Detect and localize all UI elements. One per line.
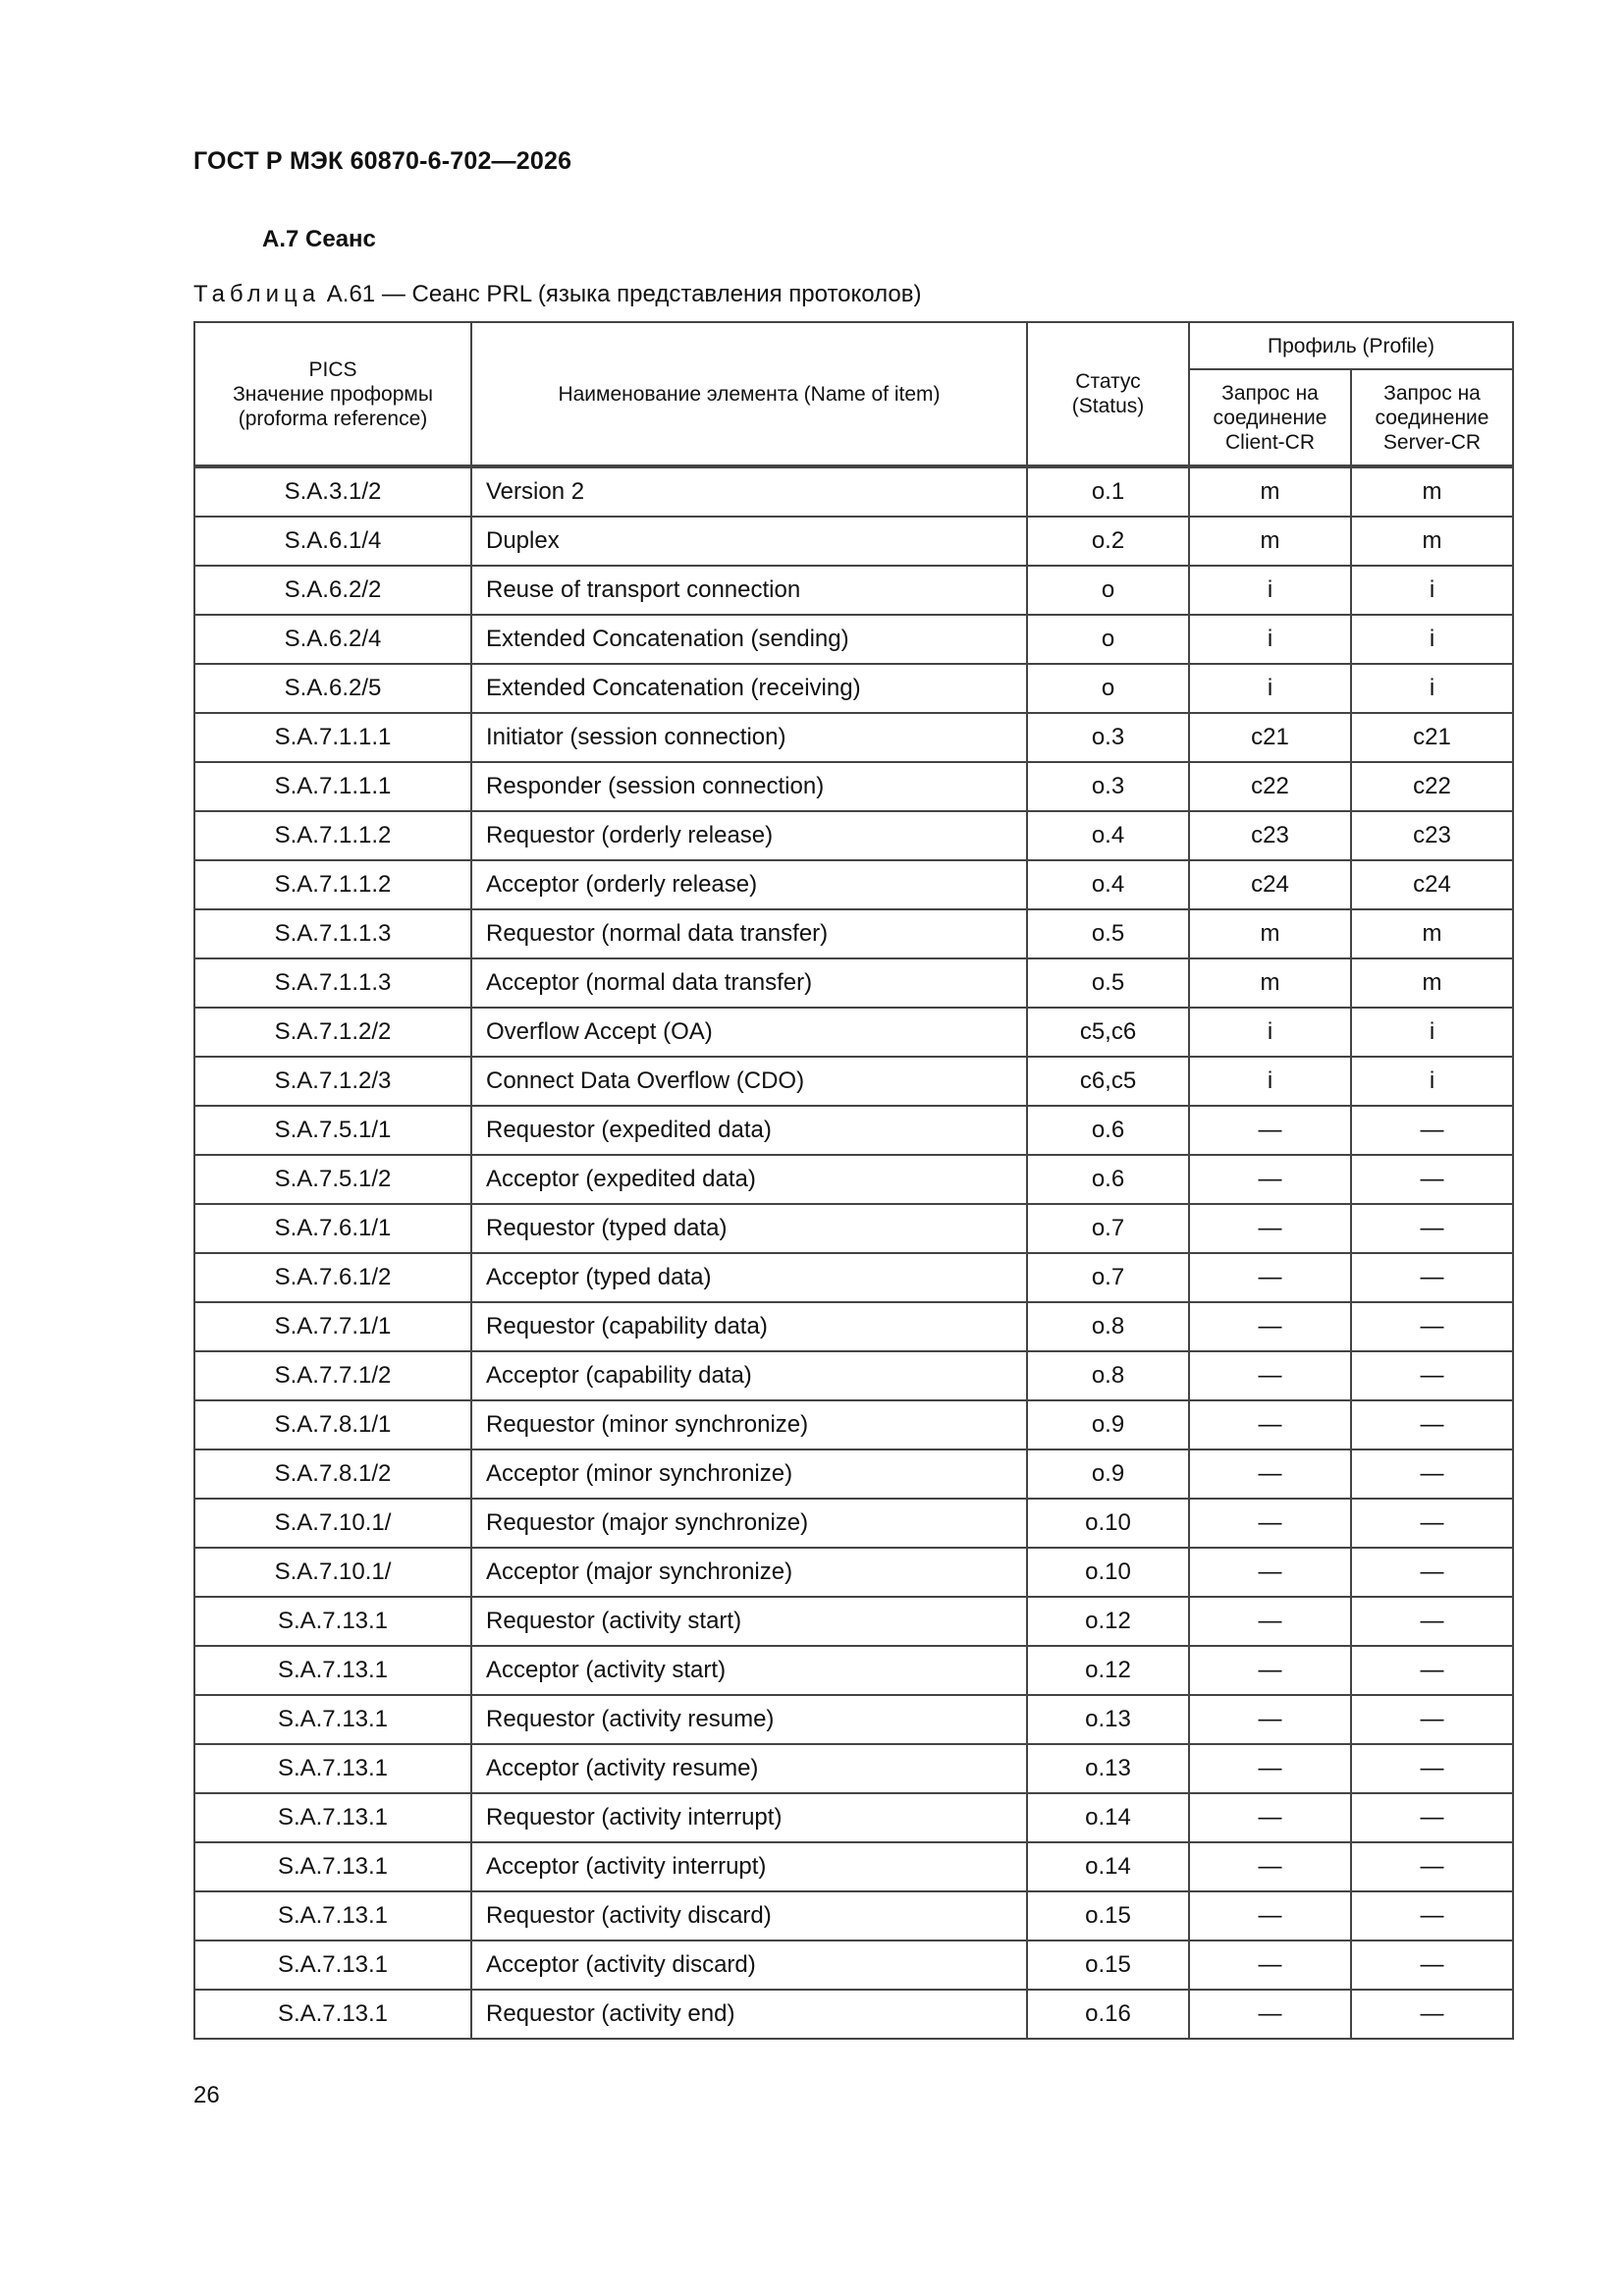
cell-server-cr: —: [1351, 1646, 1513, 1695]
cell-client-cr: c24: [1189, 860, 1351, 909]
table-row: [194, 467, 1513, 517]
cell-status: o.13: [1027, 1695, 1189, 1744]
cell-pics: S.A.7.13.1: [194, 1941, 471, 1990]
cell-status: o.6: [1027, 1106, 1189, 1155]
pics-table: [193, 321, 1514, 2040]
cell-client-cr: i: [1189, 664, 1351, 713]
cell-name: Extended Concatenation (receiving): [471, 664, 1027, 713]
cell-status: o.9: [1027, 1449, 1189, 1499]
table-row: [194, 1793, 1513, 1842]
cell-status: o: [1027, 615, 1189, 664]
cell-client-cr: —: [1189, 1891, 1351, 1941]
header-server-cr: Запрос на соединение Server-CR: [1351, 369, 1513, 465]
cell-pics: S.A.7.13.1: [194, 1793, 471, 1842]
cell-name: Duplex: [471, 517, 1027, 566]
cell-server-cr: —: [1351, 1253, 1513, 1302]
cell-server-cr: c22: [1351, 762, 1513, 811]
cell-client-cr: —: [1189, 1400, 1351, 1449]
cell-server-cr: i: [1351, 664, 1513, 713]
cell-client-cr: i: [1189, 566, 1351, 615]
cell-pics: S.A.7.1.2/3: [194, 1057, 471, 1106]
cell-name: Initiator (session connection): [471, 713, 1027, 762]
cell-server-cr: i: [1351, 566, 1513, 615]
cell-client-cr: —: [1189, 1499, 1351, 1548]
cell-client-cr: c21: [1189, 713, 1351, 762]
cell-name: Acceptor (minor synchronize): [471, 1449, 1027, 1499]
cell-client-cr: —: [1189, 1941, 1351, 1990]
cell-status: o.12: [1027, 1646, 1189, 1695]
cell-pics: S.A.7.1.1.2: [194, 860, 471, 909]
cell-name: Requestor (activity start): [471, 1597, 1027, 1646]
cell-server-cr: —: [1351, 1548, 1513, 1597]
cell-client-cr: i: [1189, 1057, 1351, 1106]
cell-server-cr: c24: [1351, 860, 1513, 909]
cell-name: Acceptor (expedited data): [471, 1155, 1027, 1204]
cell-server-cr: —: [1351, 1106, 1513, 1155]
cell-server-cr: —: [1351, 1941, 1513, 1990]
table-row: [194, 1302, 1513, 1351]
page-number: 26: [193, 2082, 220, 2108]
table-row: [194, 1008, 1513, 1057]
cell-server-cr: —: [1351, 1695, 1513, 1744]
header-pics: PICS Значение профоpмы (proforma reference): [194, 322, 471, 465]
cell-client-cr: —: [1189, 1793, 1351, 1842]
cell-name: Acceptor (activity start): [471, 1646, 1027, 1695]
table-row: [194, 1057, 1513, 1106]
cell-client-cr: i: [1189, 1008, 1351, 1057]
cell-pics: S.A.7.10.1/: [194, 1548, 471, 1597]
cell-server-cr: —: [1351, 1842, 1513, 1891]
table-row: [194, 1204, 1513, 1253]
table-row: [194, 1597, 1513, 1646]
cell-client-cr: —: [1189, 1990, 1351, 2039]
cell-name: Requestor (activity interrupt): [471, 1793, 1027, 1842]
cell-name: Requestor (typed data): [471, 1204, 1027, 1253]
cell-server-cr: —: [1351, 1597, 1513, 1646]
table-row: [194, 1646, 1513, 1695]
cell-client-cr: —: [1189, 1106, 1351, 1155]
cell-pics: S.A.7.7.1/1: [194, 1302, 471, 1351]
cell-status: o.15: [1027, 1891, 1189, 1941]
cell-name: Overflow Accept (OA): [471, 1008, 1027, 1057]
cell-name: Acceptor (activity resume): [471, 1744, 1027, 1793]
cell-server-cr: c23: [1351, 811, 1513, 860]
cell-name: Version 2: [471, 467, 1027, 517]
cell-pics: S.A.7.8.1/1: [194, 1400, 471, 1449]
cell-status: o.7: [1027, 1253, 1189, 1302]
cell-server-cr: —: [1351, 1891, 1513, 1941]
cell-status: o.1: [1027, 467, 1189, 517]
table-row: [194, 958, 1513, 1008]
cell-server-cr: —: [1351, 1744, 1513, 1793]
cell-name: Acceptor (normal data transfer): [471, 958, 1027, 1008]
cell-client-cr: —: [1189, 1204, 1351, 1253]
cell-name: Requestor (activity end): [471, 1990, 1027, 2039]
cell-pics: S.A.7.13.1: [194, 1842, 471, 1891]
cell-status: o.4: [1027, 811, 1189, 860]
table-body: [194, 467, 1513, 2039]
cell-server-cr: i: [1351, 615, 1513, 664]
cell-server-cr: m: [1351, 909, 1513, 958]
cell-server-cr: —: [1351, 1400, 1513, 1449]
cell-status: o.9: [1027, 1400, 1189, 1449]
table-caption-label: Таблица: [193, 281, 321, 307]
cell-name: Requestor (normal data transfer): [471, 909, 1027, 958]
cell-pics: S.A.7.13.1: [194, 1990, 471, 2039]
cell-status: o.8: [1027, 1351, 1189, 1400]
cell-name: Requestor (capability data): [471, 1302, 1027, 1351]
cell-status: o.10: [1027, 1548, 1189, 1597]
table-row: [194, 566, 1513, 615]
cell-pics: S.A.7.5.1/1: [194, 1106, 471, 1155]
cell-status: o.10: [1027, 1499, 1189, 1548]
cell-pics: S.A.7.10.1/: [194, 1499, 471, 1548]
cell-name: Requestor (major synchronize): [471, 1499, 1027, 1548]
table-row: [194, 1351, 1513, 1400]
cell-name: Reuse of transport connection: [471, 566, 1027, 615]
cell-server-cr: —: [1351, 1302, 1513, 1351]
table-caption: [193, 281, 921, 308]
cell-server-cr: —: [1351, 1990, 1513, 2039]
cell-server-cr: i: [1351, 1057, 1513, 1106]
cell-client-cr: m: [1189, 958, 1351, 1008]
cell-status: o.12: [1027, 1597, 1189, 1646]
table-row: [194, 1155, 1513, 1204]
cell-status: o.5: [1027, 909, 1189, 958]
cell-client-cr: —: [1189, 1842, 1351, 1891]
cell-server-cr: c21: [1351, 713, 1513, 762]
cell-pics: S.A.7.1.1.2: [194, 811, 471, 860]
cell-name: Acceptor (major synchronize): [471, 1548, 1027, 1597]
cell-server-cr: —: [1351, 1499, 1513, 1548]
cell-pics: S.A.7.13.1: [194, 1744, 471, 1793]
cell-server-cr: i: [1351, 1008, 1513, 1057]
cell-name: Requestor (activity resume): [471, 1695, 1027, 1744]
cell-name: Requestor (expedited data): [471, 1106, 1027, 1155]
cell-name: Connect Data Overflow (CDO): [471, 1057, 1027, 1106]
cell-status: c5,c6: [1027, 1008, 1189, 1057]
header-status: Статус (Status): [1027, 322, 1189, 465]
cell-pics: S.A.6.2/2: [194, 566, 471, 615]
cell-server-cr: —: [1351, 1204, 1513, 1253]
cell-name: Requestor (minor synchronize): [471, 1400, 1027, 1449]
cell-pics: S.A.6.2/4: [194, 615, 471, 664]
cell-name: Acceptor (typed data): [471, 1253, 1027, 1302]
cell-client-cr: m: [1189, 517, 1351, 566]
cell-client-cr: —: [1189, 1155, 1351, 1204]
document-code-header: ГОСТ Р МЭК 60870-6-702—2026: [193, 147, 572, 175]
cell-status: o.6: [1027, 1155, 1189, 1204]
cell-name: Requestor (orderly release): [471, 811, 1027, 860]
cell-client-cr: —: [1189, 1351, 1351, 1400]
table-row: [194, 811, 1513, 860]
cell-pics: S.A.7.1.2/2: [194, 1008, 471, 1057]
cell-pics: S.A.7.6.1/2: [194, 1253, 471, 1302]
cell-client-cr: —: [1189, 1449, 1351, 1499]
table-row: [194, 1106, 1513, 1155]
cell-status: o.13: [1027, 1744, 1189, 1793]
cell-name: Acceptor (activity interrupt): [471, 1842, 1027, 1891]
table-row: [194, 1499, 1513, 1548]
header-client-cr: Запрос на соединение Client-CR: [1189, 369, 1351, 465]
table-row: [194, 1253, 1513, 1302]
cell-status: o.15: [1027, 1941, 1189, 1990]
cell-status: o: [1027, 664, 1189, 713]
table-row: [194, 1400, 1513, 1449]
table-row: [194, 615, 1513, 664]
cell-client-cr: m: [1189, 467, 1351, 517]
cell-pics: S.A.7.1.1.1: [194, 762, 471, 811]
table-row: [194, 1548, 1513, 1597]
header-name: Наименование элемента (Name of item): [471, 322, 1027, 465]
cell-client-cr: i: [1189, 615, 1351, 664]
cell-pics: S.A.7.5.1/2: [194, 1155, 471, 1204]
table-row: [194, 1941, 1513, 1990]
cell-pics: S.A.7.13.1: [194, 1646, 471, 1695]
cell-pics: S.A.7.13.1: [194, 1695, 471, 1744]
cell-status: o.14: [1027, 1793, 1189, 1842]
table-row: [194, 713, 1513, 762]
table-row: [194, 1842, 1513, 1891]
cell-server-cr: —: [1351, 1793, 1513, 1842]
cell-client-cr: c23: [1189, 811, 1351, 860]
cell-client-cr: —: [1189, 1744, 1351, 1793]
cell-name: Acceptor (orderly release): [471, 860, 1027, 909]
cell-status: o.5: [1027, 958, 1189, 1008]
cell-status: o.7: [1027, 1204, 1189, 1253]
cell-pics: S.A.7.6.1/1: [194, 1204, 471, 1253]
table-row: [194, 1449, 1513, 1499]
table-row: [194, 909, 1513, 958]
table-row: [194, 517, 1513, 566]
cell-client-cr: —: [1189, 1302, 1351, 1351]
cell-name: Responder (session connection): [471, 762, 1027, 811]
cell-name: Acceptor (activity discard): [471, 1941, 1027, 1990]
cell-status: o.3: [1027, 762, 1189, 811]
cell-status: o.14: [1027, 1842, 1189, 1891]
table-row: [194, 1891, 1513, 1941]
pics-table-container: [193, 321, 1512, 2040]
cell-name: Acceptor (capability data): [471, 1351, 1027, 1400]
cell-pics: S.A.6.1/4: [194, 517, 471, 566]
cell-pics: S.A.7.13.1: [194, 1891, 471, 1941]
table-row: [194, 1695, 1513, 1744]
cell-name: Requestor (activity discard): [471, 1891, 1027, 1941]
table-row: [194, 762, 1513, 811]
cell-client-cr: c22: [1189, 762, 1351, 811]
cell-client-cr: —: [1189, 1695, 1351, 1744]
cell-status: o.16: [1027, 1990, 1189, 2039]
cell-status: c6,c5: [1027, 1057, 1189, 1106]
cell-client-cr: —: [1189, 1548, 1351, 1597]
cell-status: o: [1027, 566, 1189, 615]
table-caption-text: А.61 — Сеанс PRL (языка представления протоколов): [320, 281, 922, 307]
cell-server-cr: m: [1351, 467, 1513, 517]
table-row: [194, 1744, 1513, 1793]
cell-pics: S.A.7.1.1.1: [194, 713, 471, 762]
cell-status: o.4: [1027, 860, 1189, 909]
cell-pics: S.A.7.1.1.3: [194, 958, 471, 1008]
cell-status: o.8: [1027, 1302, 1189, 1351]
cell-pics: S.A.7.1.1.3: [194, 909, 471, 958]
cell-pics: S.A.7.13.1: [194, 1597, 471, 1646]
cell-server-cr: m: [1351, 958, 1513, 1008]
table-row: [194, 860, 1513, 909]
cell-server-cr: —: [1351, 1351, 1513, 1400]
table-row: [194, 664, 1513, 713]
cell-pics: S.A.6.2/5: [194, 664, 471, 713]
cell-name: Extended Concatenation (sending): [471, 615, 1027, 664]
cell-pics: S.A.7.7.1/2: [194, 1351, 471, 1400]
cell-client-cr: —: [1189, 1253, 1351, 1302]
table-header: [194, 322, 1513, 467]
table-row: [194, 1990, 1513, 2039]
header-profile: Профиль (Profile): [1189, 322, 1513, 369]
cell-server-cr: —: [1351, 1449, 1513, 1499]
cell-client-cr: —: [1189, 1646, 1351, 1695]
cell-status: o.2: [1027, 517, 1189, 566]
cell-server-cr: m: [1351, 517, 1513, 566]
cell-server-cr: —: [1351, 1155, 1513, 1204]
section-title: А.7 Сеанс: [262, 226, 376, 252]
cell-pics: S.A.7.8.1/2: [194, 1449, 471, 1499]
cell-client-cr: —: [1189, 1597, 1351, 1646]
cell-client-cr: m: [1189, 909, 1351, 958]
cell-pics: S.A.3.1/2: [194, 467, 471, 517]
cell-status: o.3: [1027, 713, 1189, 762]
